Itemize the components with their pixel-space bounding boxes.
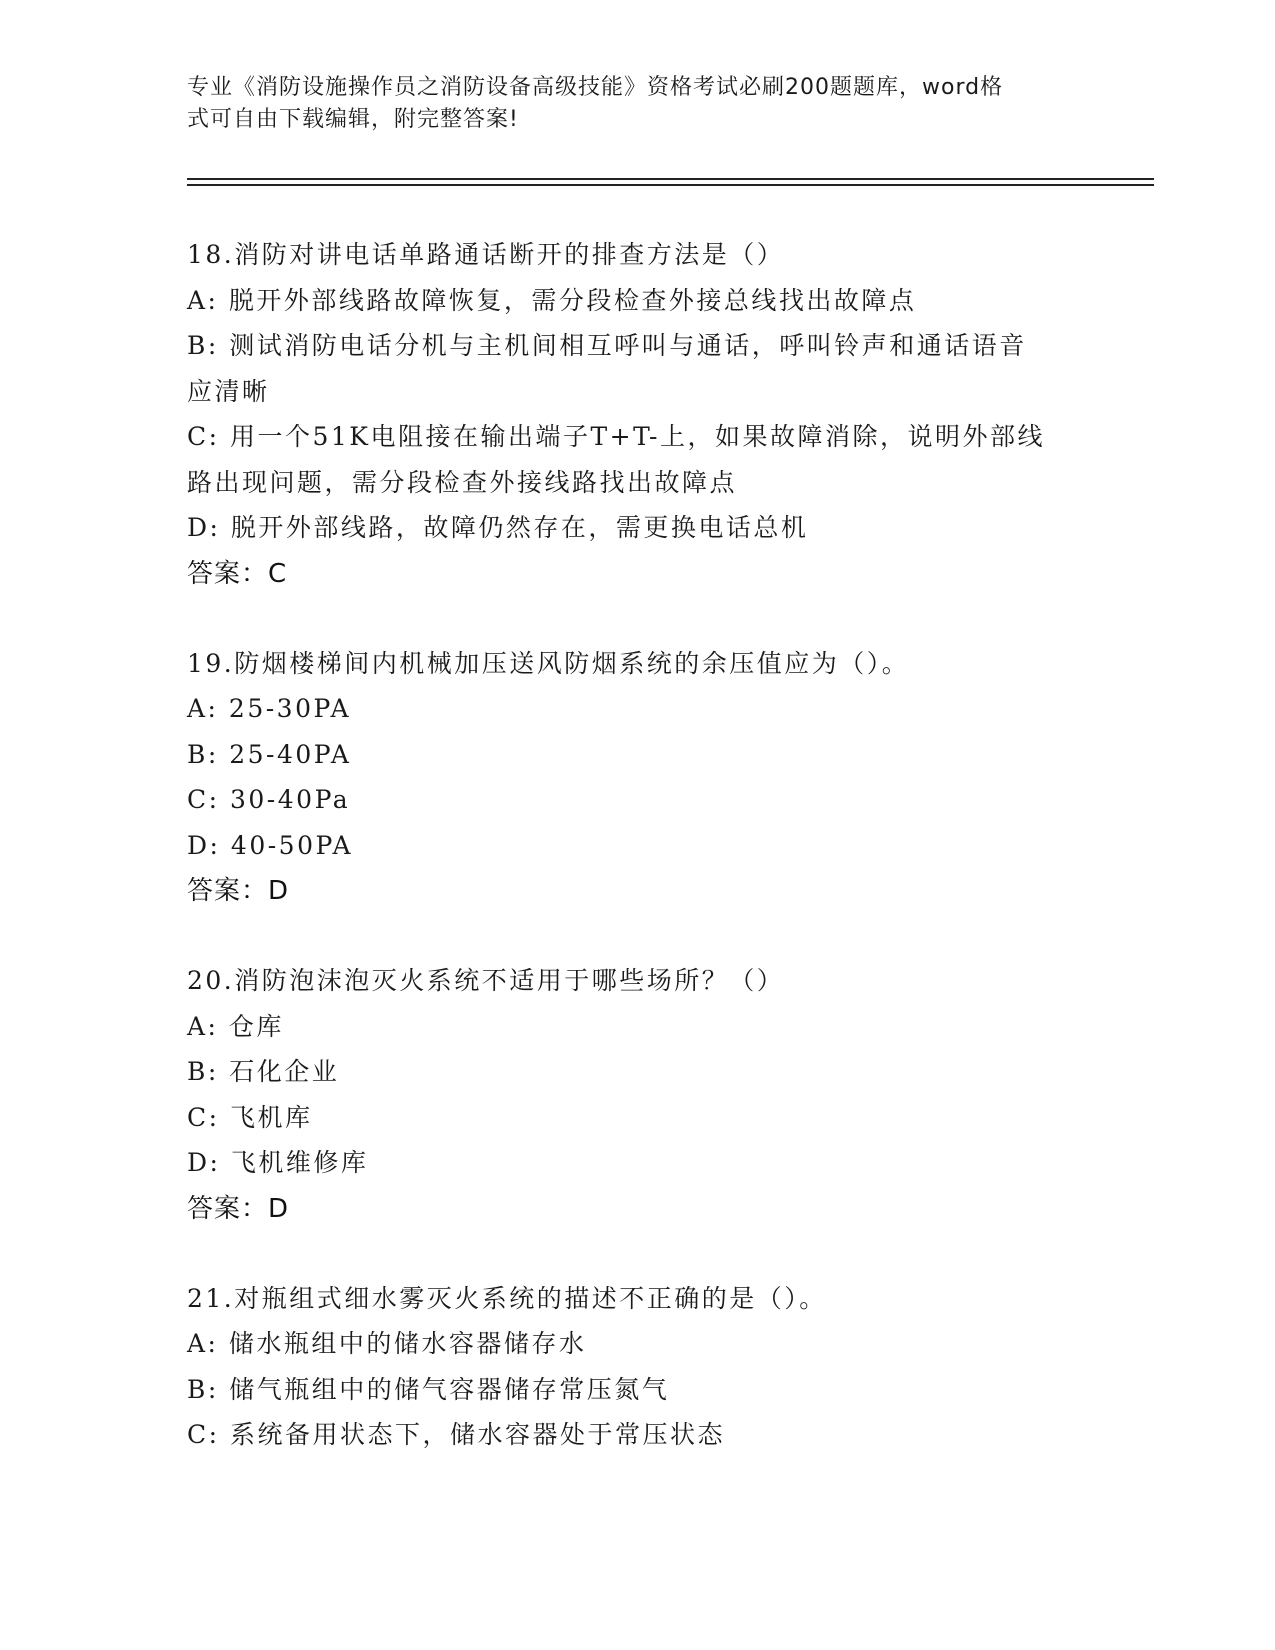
option-b: B: 储气瓶组中的储气容器储存常压氮气: [187, 1374, 670, 1404]
option-a: A: 脱开外部线路故障恢复，需分段检查外接总线找出故障点: [187, 285, 917, 315]
header-title-line-2: 式可自由下载编辑，附完整答案!: [187, 107, 519, 132]
option-d: D: 40-50PA: [187, 830, 354, 860]
header-divider-bottom: [187, 184, 1154, 186]
option-c-continued: 路出现问题，需分段检查外接线路找出故障点: [187, 467, 738, 497]
option-c: C: 飞机库: [187, 1102, 313, 1132]
document-header: [187, 72, 1087, 136]
question-list: [187, 232, 1087, 1502]
option-b: B: 25-40PA: [187, 739, 352, 769]
option-d: D: 脱开外部线路，故障仍然存在，需更换电话总机: [187, 513, 809, 542]
answer-label: 答案：D: [187, 876, 290, 906]
option-a: A: 25-30PA: [187, 694, 352, 723]
option-c: C: 用一个51K电阻接在输出端子T+T-上，如果故障消除，说明外部线: [187, 422, 1046, 451]
question-stem: 19.防烟楼梯间内机械加压送风防烟系统的余压值应为（）。: [187, 648, 910, 678]
option-a: A: 储水瓶组中的储水容器储存水: [187, 1329, 587, 1358]
header-title-line-1: 专业《消防设施操作员之消防设备高级技能》资格考试必刷200题题库，word格: [187, 75, 1004, 100]
option-a: A: 仓库: [187, 1011, 284, 1041]
answer-label: 答案：C: [187, 558, 288, 589]
option-b: B: 石化企业: [187, 1057, 340, 1086]
question-stem: 20.消防泡沫泡灭火系统不适用于哪些场所？（）: [187, 966, 785, 995]
question-18: [187, 232, 1087, 597]
option-b: B: 测试消防电话分机与主机间相互呼叫与通话，呼叫铃声和通话语音: [187, 331, 1027, 360]
question-stem: 18.消防对讲电话单路通话断开的排查方法是（）: [187, 240, 785, 269]
option-d: D: 飞机维修库: [187, 1148, 369, 1177]
question-20: [187, 958, 1087, 1232]
option-c: C: 系统备用状态下，储水容器处于常压状态: [187, 1420, 725, 1449]
question-21: [187, 1276, 1087, 1458]
answer-label: 答案：D: [187, 1193, 290, 1224]
option-c: C: 30-40Pa: [187, 785, 351, 814]
header-divider-top: [187, 178, 1154, 180]
option-b-continued: 应清晰: [187, 376, 270, 406]
question-19: [187, 641, 1087, 915]
question-stem: 21.对瓶组式细水雾灭火系统的描述不正确的是（）。: [187, 1283, 827, 1313]
